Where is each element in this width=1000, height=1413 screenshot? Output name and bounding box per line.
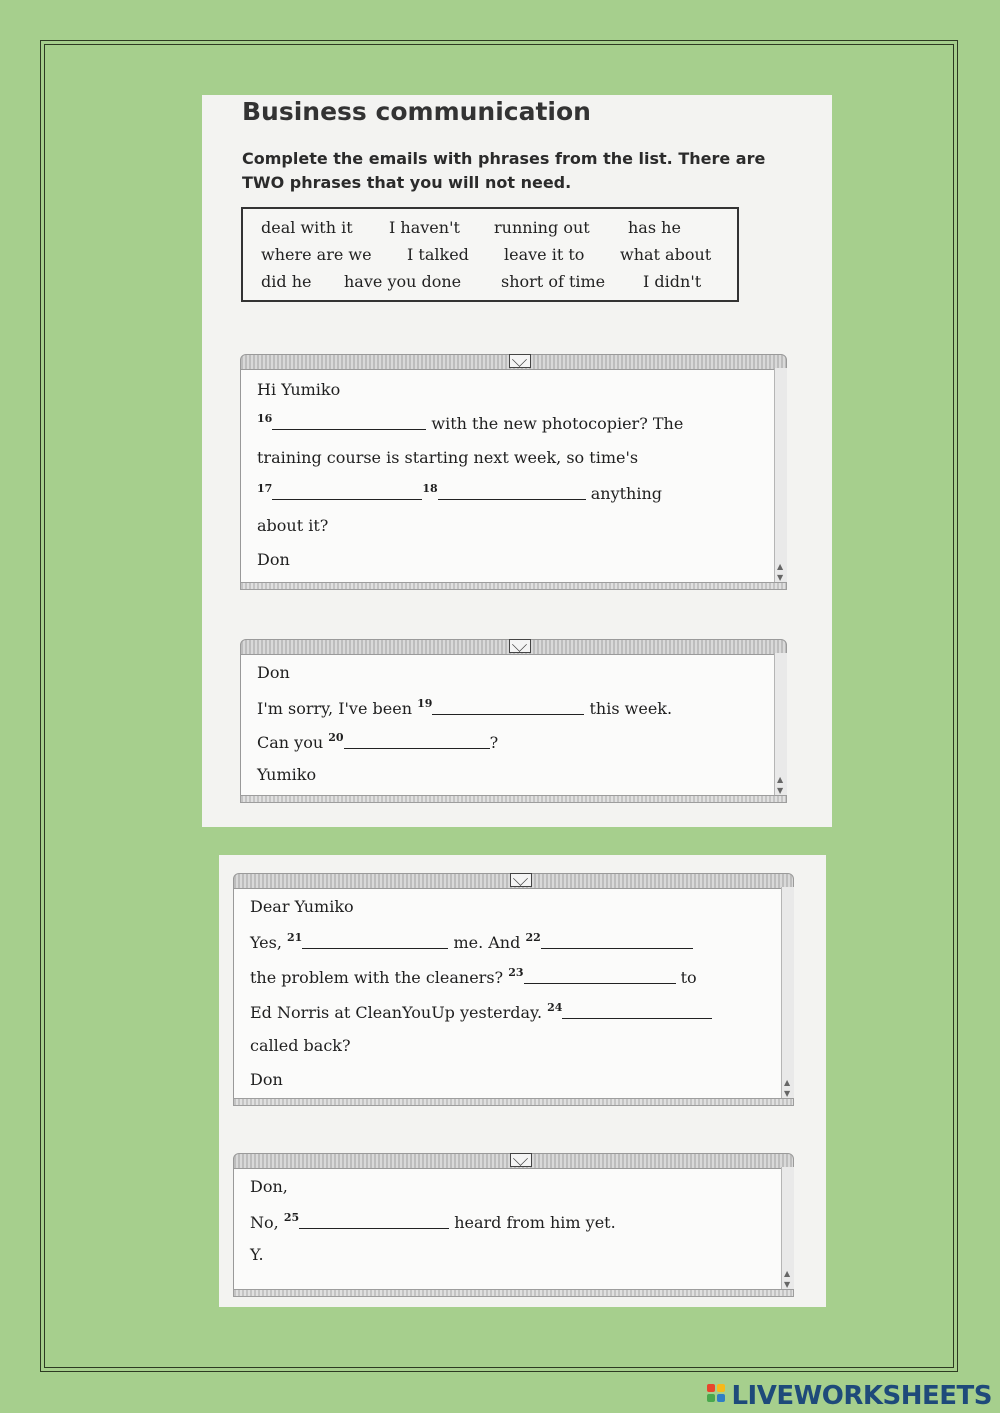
phrase-item: I haven't (389, 218, 460, 237)
liveworksheets-logo (707, 1381, 992, 1411)
email-window-3 (233, 885, 794, 1101)
email-signoff: Y. (250, 1245, 264, 1264)
gap-number: 19 (417, 697, 433, 710)
gap-number: 25 (283, 1211, 300, 1224)
email-line (257, 482, 662, 503)
email-line: about it? (257, 516, 329, 535)
worksheet-scan-bottom (219, 855, 826, 1307)
answer-blank-16[interactable] (272, 415, 426, 430)
email-window-4 (233, 1165, 794, 1292)
answer-blank-21[interactable] (302, 934, 448, 949)
gap-number: 23 (508, 966, 524, 979)
gap-number: 16 (257, 412, 273, 425)
email-bottom-edge (233, 1289, 794, 1297)
answer-blank-22[interactable] (541, 934, 693, 949)
worksheet-title: Business communication (242, 97, 591, 126)
answer-blank-25[interactable] (299, 1214, 449, 1229)
worksheet-scan-top (202, 95, 832, 827)
phrase-item: have you done (344, 272, 462, 291)
email-line (250, 1001, 712, 1022)
email-greeting: Don (257, 663, 290, 682)
instruction-line-2: TWO phrases that you will not need. (242, 173, 572, 192)
instruction-line-1: Complete the emails with phrases from the list. There are (242, 149, 766, 168)
email-text: anything (590, 484, 662, 503)
gap-number: 20 (328, 731, 344, 744)
scrollbar[interactable]: ▲ ▼ (781, 887, 794, 1101)
phrase-item: where are we (261, 245, 372, 264)
email-signoff: Don (250, 1070, 283, 1089)
email-line (257, 697, 672, 718)
email-line (257, 412, 683, 433)
instructions (242, 147, 782, 195)
email-text: the problem with the cleaners? (250, 968, 504, 987)
answer-blank-24[interactable] (562, 1004, 712, 1019)
email-text: Can you (257, 733, 324, 752)
liveworksheets-logo-icon (707, 1384, 727, 1406)
email-line: training course is starting next week, so time's (257, 448, 639, 467)
envelope-icon (510, 1153, 532, 1167)
gap-number: 17 (257, 482, 273, 495)
phrase-row (243, 245, 737, 271)
phrase-item: I talked (407, 245, 469, 264)
email-text: heard from him yet. (454, 1213, 616, 1232)
envelope-icon (509, 354, 531, 368)
phrase-item: what about (620, 245, 712, 264)
gap-number: 18 (422, 482, 438, 495)
phrase-list (241, 207, 739, 302)
envelope-icon (510, 873, 532, 887)
email-bottom-edge (240, 582, 787, 590)
email-line (257, 731, 498, 752)
phrase-item: I didn't (643, 272, 702, 291)
email-greeting: Dear Yumiko (250, 897, 354, 916)
answer-blank-23[interactable] (524, 969, 676, 984)
phrase-item: short of time (501, 272, 606, 291)
gap-number: 21 (287, 931, 303, 944)
email-line (250, 966, 697, 987)
scrollbar[interactable]: ▲ ▼ (774, 653, 787, 798)
email-window-1 (240, 366, 787, 585)
scrollbar[interactable]: ▲ ▼ (781, 1167, 794, 1292)
email-text: I'm sorry, I've been (257, 699, 412, 718)
email-window-2 (240, 651, 787, 798)
email-signoff: Don (257, 550, 290, 569)
gap-number: 22 (525, 931, 541, 944)
answer-blank-20[interactable] (344, 734, 490, 749)
phrase-item: did he (261, 272, 312, 291)
email-text: with the new photocopier? The (431, 414, 684, 433)
phrase-row (243, 218, 737, 244)
email-text: Ed Norris at CleanYouUp yesterday. (250, 1003, 543, 1022)
email-line: called back? (250, 1036, 351, 1055)
email-text: this week. (589, 699, 673, 718)
email-greeting: Don, (250, 1177, 288, 1196)
gap-number: 24 (547, 1001, 563, 1014)
email-line (250, 931, 693, 952)
envelope-icon (509, 639, 531, 653)
email-text: to (680, 968, 697, 987)
phrase-item: has he (628, 218, 681, 237)
email-text: ? (489, 733, 499, 752)
email-line (250, 1211, 616, 1232)
phrase-item: running out (494, 218, 590, 237)
phrase-item: leave it to (504, 245, 585, 264)
answer-blank-19[interactable] (432, 700, 584, 715)
answer-blank-17[interactable] (272, 485, 422, 500)
answer-blank-18[interactable] (438, 485, 586, 500)
logo-text: LIVEWORKSHEETS (731, 1381, 992, 1411)
email-bottom-edge (233, 1098, 794, 1106)
scrollbar[interactable]: ▲ ▼ (774, 368, 787, 585)
email-bottom-edge (240, 795, 787, 803)
email-text: me. And (453, 933, 521, 952)
phrase-item: deal with it (261, 218, 353, 237)
phrase-row (243, 272, 737, 298)
email-signoff: Yumiko (257, 765, 317, 784)
email-text: Yes, (250, 933, 282, 952)
email-greeting: Hi Yumiko (257, 380, 341, 399)
email-text: No, (250, 1213, 279, 1232)
